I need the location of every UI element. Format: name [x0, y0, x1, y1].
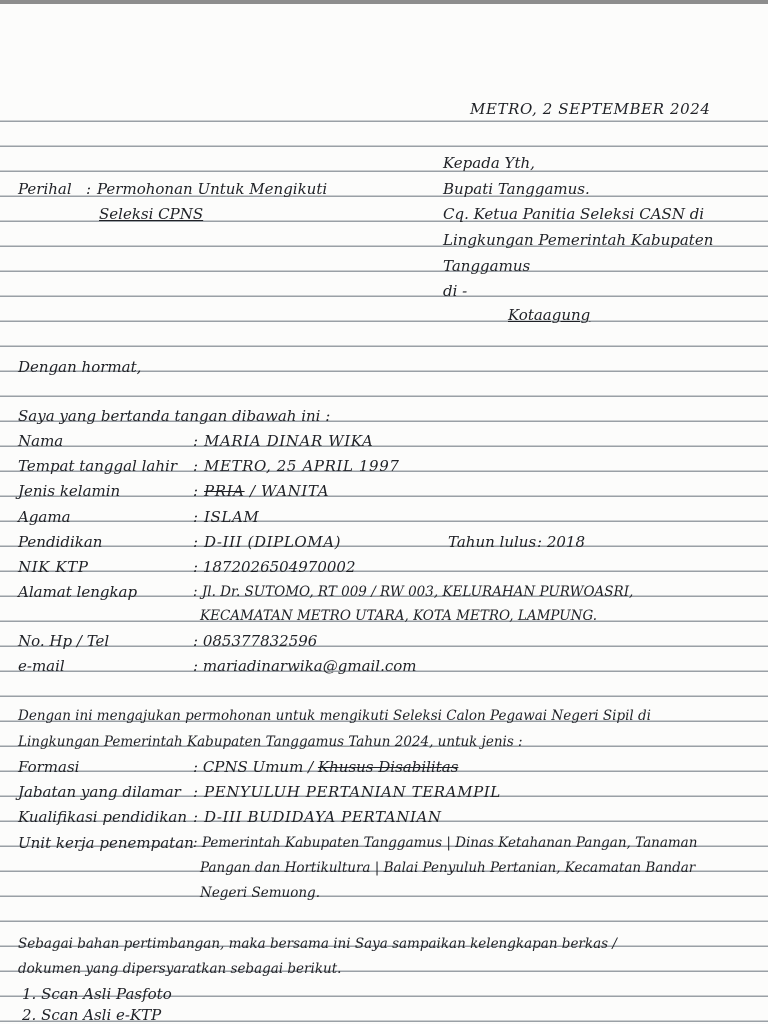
page-top-margin	[0, 0, 768, 97]
closing-line-1: Sebagai bahan pertimbangan, maka bersama ini Saya sampaikan kelengkapan berkas /	[18, 936, 617, 952]
formasi-label: Formasi	[18, 758, 80, 776]
subject-label: Perihal	[18, 180, 72, 198]
jk-label: Jenis kelamin	[18, 482, 121, 500]
greeting: Dengan hormat,	[18, 358, 142, 376]
ttl-label: Tempat tanggal lahir	[18, 457, 177, 475]
letter-date: METRO, 2 SEPTEMBER 2024	[470, 100, 711, 118]
jabatan-label: Jabatan yang dilamar	[18, 783, 181, 801]
recipient-line-4: Lingkungan Pemerintah Kabupaten	[443, 231, 714, 249]
email-label: e-mail	[18, 657, 65, 675]
attachment-item: 1. Scan Asli Pasfoto	[22, 985, 172, 1003]
unit-line-1: : Pemerintah Kabupaten Tanggamus | Dinas Ketahanan Pangan, Tanaman	[193, 835, 698, 851]
unit-label: Unit kerja penempatan	[18, 834, 194, 852]
recipient-line-1: Kepada Yth,	[443, 154, 535, 172]
kualifikasi-value: : D-III BUDIDAYA PERTANIAN	[193, 808, 442, 826]
jabatan-value: : PENYULUH PERTANIAN TERAMPIL	[193, 783, 501, 801]
unit-line-3: Negeri Semuong.	[200, 885, 320, 901]
closing-line-2: dokumen yang dipersyaratkan sebagai berikut.	[18, 961, 342, 977]
formasi-struck-option: Khusus Disabilitas	[317, 758, 459, 776]
recipient-line-3: Cq. Ketua Panitia Seleksi CASN di	[443, 205, 705, 223]
application-line-1: Dengan ini mengajukan permohonan untuk mengikuti Seleksi Calon Pegawai Negeri Sipil di	[18, 708, 652, 724]
subject-colon: :	[86, 180, 92, 198]
formasi-value	[193, 758, 458, 776]
unit-line-2: Pangan dan Hortikultura | Balai Penyuluh Pertanian, Kecamatan Bandar	[200, 860, 696, 876]
jk-colon: :	[193, 482, 199, 500]
application-line-2: Lingkungan Pemerintah Kabupaten Tanggamus Tahun 2024, untuk jenis :	[18, 734, 523, 750]
email-value: : mariadinarwika@gmail.com	[193, 657, 417, 675]
subject-line-1: Permohonan Untuk Mengikuti	[97, 180, 328, 198]
jk-value	[193, 482, 329, 500]
subject-line-2: Seleksi CPNS	[99, 205, 204, 223]
recipient-line-6: di -	[443, 282, 468, 300]
attachment-item: 2. Scan Asli e-KTP	[22, 1006, 162, 1024]
alamat-line-2: KECAMATAN METRO UTARA, KOTA METRO, LAMPUNG.	[200, 608, 598, 624]
agama-value: : ISLAM	[193, 508, 260, 526]
alamat-label: Alamat lengkap	[18, 583, 138, 601]
nik-value: : 1872026504970002	[193, 558, 356, 576]
recipient-line-5: Tanggamus	[443, 257, 531, 275]
nama-value: : MARIA DINAR WIKA	[193, 432, 374, 450]
hp-label: No. Hp / Tel	[18, 632, 110, 650]
nik-label: NIK KTP	[18, 558, 89, 576]
recipient-city: Kotaagung	[508, 306, 591, 324]
alamat-line-1: : Jl. Dr. SUTOMO, RT 009 / RW 003, KELURAHAN PURWOASRI,	[193, 584, 634, 600]
pendidikan-label: Pendidikan	[18, 533, 103, 551]
agama-label: Agama	[18, 508, 71, 526]
pendidikan-value: : D-III (DIPLOMA)	[193, 533, 342, 551]
jk-selected-option: / WANITA	[249, 482, 330, 500]
intro-line: Saya yang bertanda tangan dibawah ini :	[18, 407, 331, 425]
formasi-selected: : CPNS Umum /	[193, 758, 314, 776]
jk-struck-option: PRIA	[204, 482, 245, 500]
recipient-line-2: Bupati Tanggamus.	[443, 180, 590, 198]
nama-label: Nama	[18, 432, 64, 450]
ttl-value: : METRO, 25 APRIL 1997	[193, 457, 400, 475]
hp-value: : 085377832596	[193, 632, 318, 650]
tahun-lulus-value: : 2018	[537, 533, 585, 551]
kualifikasi-label: Kualifikasi pendidikan	[18, 808, 188, 826]
tahun-lulus-label: Tahun lulus	[448, 533, 537, 551]
